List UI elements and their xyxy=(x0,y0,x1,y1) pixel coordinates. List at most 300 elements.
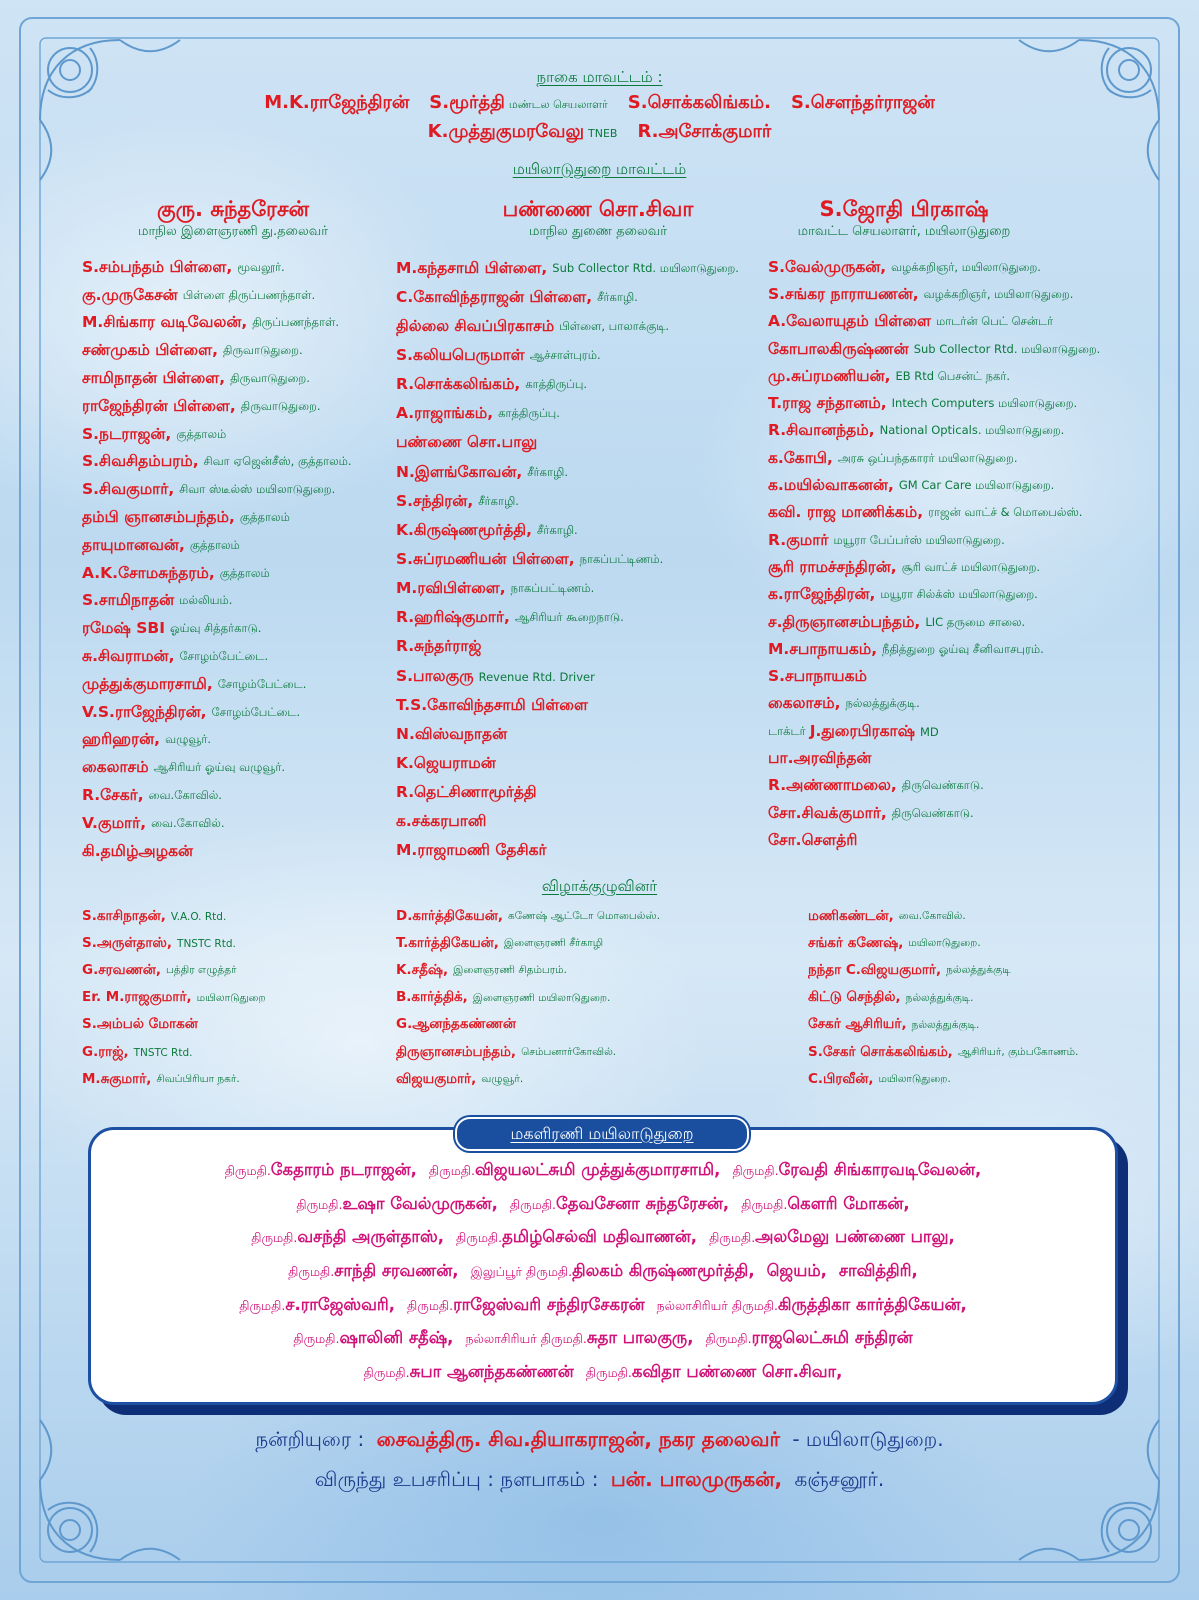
member-name: M.ராஜாமணி தேசிகர் xyxy=(396,841,547,860)
nagai-member xyxy=(429,92,608,113)
member-name: கேதாரம் நடராஜன், xyxy=(270,1160,417,1179)
member-entry xyxy=(396,985,796,1012)
member-name: R.தெட்சிணாமூர்த்தி xyxy=(396,783,537,802)
member-note: சீர்காழி. xyxy=(527,464,568,479)
member-name: Er. M.ராஜகுமார், xyxy=(82,989,192,1006)
member-note: இளைஞரணி சிதம்பரம். xyxy=(453,964,567,977)
member-name: தாயுமானவன், xyxy=(82,535,185,554)
member-name: தம்பி ஞானசம்பந்தம், xyxy=(82,508,235,527)
member-name: R.அசோக்குமார் xyxy=(637,121,772,142)
womens-wing-line xyxy=(91,1191,1115,1225)
member-name: ஹரிஹரன், xyxy=(82,730,161,749)
member-prefix: திருமதி. xyxy=(293,1331,340,1347)
member-entry xyxy=(82,1066,387,1093)
member-note: காத்திருப்பு. xyxy=(525,377,588,392)
member-name: A.ராஜாங்கம், xyxy=(396,404,494,423)
member-note: வை.கோவில். xyxy=(151,815,225,830)
feast-hospitality-line xyxy=(0,1467,1199,1494)
member-note: மயிலாடுதுறை. xyxy=(878,1073,951,1086)
member-note: சிவா ஸ்டீல்ஸ் மயிலாடுதுறை. xyxy=(179,482,336,497)
member-entry xyxy=(82,957,387,984)
member-name: விஜயகுமார், xyxy=(396,1070,477,1087)
member-name: சுதா பாலகுரு, xyxy=(586,1328,694,1348)
member-name: R.ஹரிஷ்குமார், xyxy=(396,608,510,627)
member-entry xyxy=(82,699,387,727)
member-entry xyxy=(82,810,387,838)
member-name: சூரி ராமச்சந்திரன், xyxy=(768,557,897,576)
member-note: ஆசிரியர் கூறைநாடு. xyxy=(514,610,624,625)
member-note: மல்லியம். xyxy=(179,593,233,608)
womens-wing-members xyxy=(91,1157,1115,1393)
member-name: கைலாசம் xyxy=(82,758,149,777)
member-entry xyxy=(82,282,387,310)
member-name: R.சுந்தர்ராஜ் xyxy=(396,637,482,656)
member-name: K.ஜெயராமன் xyxy=(396,753,496,772)
member-entry xyxy=(396,312,761,341)
member-entry xyxy=(396,254,761,283)
member-name: S.காசிநாதன், xyxy=(82,907,166,924)
member-entry xyxy=(768,363,1188,390)
member-note: மயிலாடுதுறை xyxy=(196,991,266,1004)
member-note: மூவலூர். xyxy=(237,259,285,274)
member-name: தமிழ்செல்வி மதிவாணன், xyxy=(502,1227,698,1247)
member-entry xyxy=(808,1039,1188,1066)
committee-column-3 xyxy=(808,903,1188,1093)
member-name: ச.ராஜேஸ்வரி, xyxy=(285,1294,396,1314)
nagai-member xyxy=(628,92,771,113)
member-name: க.ராஜேந்திரன், xyxy=(768,585,876,604)
member-note: குத்தாலம் xyxy=(239,510,290,525)
leader-title: மாநில துணை தலைவர் xyxy=(529,224,667,239)
member-name: T.கார்த்திகேயன், xyxy=(396,934,499,951)
member-name: V.குமார், xyxy=(82,813,147,832)
member-entry xyxy=(82,254,387,282)
member-note: திருவெண்காடு. xyxy=(891,805,974,820)
member-prefix: திருமதி. xyxy=(224,1163,271,1178)
member-entry xyxy=(768,636,1188,663)
member-name: உஷா வேல்முருகன், xyxy=(342,1193,498,1213)
womens-wing-member xyxy=(657,1295,967,1314)
member-entry xyxy=(396,604,761,633)
member-entry xyxy=(396,808,761,837)
member-entry xyxy=(82,449,387,477)
member-name: R.சிவானந்தம், xyxy=(768,421,875,440)
member-entry xyxy=(768,663,1188,690)
member-note: National Opticals. மயிலாடுதுறை. xyxy=(879,423,1065,438)
member-note: சீர்காழி. xyxy=(536,522,578,537)
member-entry xyxy=(396,930,796,957)
womens-wing-member xyxy=(586,1362,843,1381)
member-entry xyxy=(768,309,1188,336)
member-name: R.அண்ணாமலை, xyxy=(768,776,897,795)
member-name: கிட்டு செந்தில், xyxy=(808,989,901,1006)
member-entry xyxy=(396,957,796,984)
member-name: K.கிருஷ்ணமூர்த்தி, xyxy=(396,520,532,539)
member-name: B.கார்த்திக், xyxy=(396,989,468,1006)
member-name: S.சங்கர நாராயணன், xyxy=(768,284,919,303)
member-entry xyxy=(82,671,387,699)
member-entry xyxy=(396,545,761,574)
nagai-members-line-2 xyxy=(0,121,1199,145)
member-name: தேவசேனா சுந்தரேசன், xyxy=(555,1193,730,1213)
member-name: கோபாலகிருஷ்ணன் xyxy=(768,339,909,358)
womens-wing-member xyxy=(709,1227,955,1246)
member-entry xyxy=(768,827,1188,854)
leader-name: குரு. சுந்தரேசன் xyxy=(157,197,309,221)
member-entry xyxy=(808,930,1188,957)
member-name: S.நடராஜன், xyxy=(82,424,172,443)
member-entry xyxy=(82,754,387,782)
member-name: கு.முருகேசன் xyxy=(82,285,178,304)
feast-hospitality-place: கஞ்சனூர். xyxy=(794,1467,885,1491)
leader-title: மாநில இளைஞரணி து.தலைவர் xyxy=(138,224,328,239)
member-name: கவிதா பண்ணை சொ.சிவா, xyxy=(631,1362,843,1382)
member-prefix: திருமதி. xyxy=(705,1331,752,1347)
member-prefix: நல்லாசிரியர் திருமதி. xyxy=(656,1297,779,1313)
member-name: V.S.ராஜேந்திரன், xyxy=(82,702,207,721)
member-name: K.முத்துகுமரவேலு xyxy=(427,121,584,142)
member-prefix: திருமதி. xyxy=(741,1196,788,1212)
member-entry xyxy=(768,472,1188,499)
member-entry xyxy=(396,837,761,866)
member-name: கைலாசம், xyxy=(768,694,841,713)
member-name: தில்லை சிவப்பிரகாசம் xyxy=(396,316,555,335)
womens-wing-line xyxy=(91,1325,1115,1359)
member-name: S.சுப்ரமணியன் பிள்ளை, xyxy=(396,549,575,568)
member-note: திருவாடுதுறை. xyxy=(240,398,321,413)
member-name: ராஜேஸ்வரி சந்திரசேகரன் xyxy=(453,1294,645,1314)
member-entry xyxy=(808,985,1188,1012)
member-name: J.துரைபிரகாஷ் xyxy=(809,721,915,740)
womens-wing-member xyxy=(705,1328,912,1347)
leader-1 xyxy=(63,196,403,241)
womens-wing-member xyxy=(407,1295,645,1314)
member-note: TNSTC Rtd. xyxy=(177,937,236,950)
womens-wing-member xyxy=(471,1261,755,1280)
member-entry xyxy=(82,1039,387,1066)
member-entry xyxy=(82,476,387,504)
member-prefix: திருமதி. xyxy=(288,1264,335,1280)
nagai-member xyxy=(428,121,618,142)
womens-wing-member xyxy=(456,1227,697,1246)
member-entry xyxy=(396,429,761,458)
member-name: G.சரவணன், xyxy=(82,961,161,978)
member-entry xyxy=(396,662,761,691)
member-note: சோழம்பேட்டை. xyxy=(179,649,269,664)
member-note: இளைஞரணி சீர்காழி xyxy=(503,937,604,950)
member-name: K.சதீஷ், xyxy=(396,961,449,978)
member-name: S.சந்திரன், xyxy=(396,491,474,510)
member-entry xyxy=(396,487,761,516)
member-note: ஓய்வு சித்தர்காடு. xyxy=(169,621,262,636)
member-entry xyxy=(82,727,387,755)
member-note: ஆச்சாள்புரம். xyxy=(529,347,601,362)
member-note: வழுவூர். xyxy=(481,1073,524,1086)
member-note: ராஜன் வாட்ச் & மொபைல்ஸ். xyxy=(928,505,1083,520)
member-entry xyxy=(768,390,1188,417)
member-entry xyxy=(768,281,1188,308)
member-name: S.வேல்முருகன், xyxy=(768,257,887,276)
member-note: பத்திர எழுத்தர் xyxy=(165,964,237,977)
womens-wing-line xyxy=(91,1157,1115,1191)
womens-wing-member xyxy=(839,1261,918,1280)
member-entry xyxy=(396,779,761,808)
member-name: S.சிவகுமார், xyxy=(82,480,175,499)
member-entry xyxy=(396,1012,796,1039)
feast-hospitality-name: பன். பாலமுருகன், xyxy=(610,1467,783,1491)
member-entry xyxy=(768,554,1188,581)
member-note: பிள்ளை, பாலாக்குடி. xyxy=(559,318,670,333)
member-name: வசந்தி அருள்தாஸ், xyxy=(297,1227,445,1247)
member-entry xyxy=(82,532,387,560)
member-name: A.K.சோமசுந்தரம், xyxy=(82,563,215,582)
member-note: அரசு ஒப்பந்தகாரர் மயிலாடுதுறை. xyxy=(837,450,1018,465)
womens-wing-line xyxy=(91,1359,1115,1393)
member-prefix: திருமதி. xyxy=(251,1230,298,1246)
member-note: Intech Computers மயிலாடுதுறை. xyxy=(891,396,1078,411)
member-entry xyxy=(396,749,761,778)
member-prefix: திருமதி. xyxy=(239,1297,286,1313)
member-note: MD xyxy=(919,724,939,739)
district-members-column-2 xyxy=(396,254,761,866)
vote-of-thanks-place: - மயிலாடுதுறை. xyxy=(792,1427,944,1451)
member-name: ரமேஷ் SBI xyxy=(82,619,165,638)
member-entry xyxy=(808,957,1188,984)
nagai-member xyxy=(791,92,935,113)
member-name: S.சேகர் சொக்கலிங்கம், xyxy=(808,1043,953,1060)
member-entry xyxy=(396,1039,796,1066)
member-entry xyxy=(82,615,387,643)
womens-wing-member xyxy=(296,1194,498,1213)
womens-wing-member xyxy=(239,1295,395,1314)
member-name: S.சிவசிதம்பரம், xyxy=(82,452,199,471)
member-entry xyxy=(82,365,387,393)
member-note: நல்லத்துக்குடி. xyxy=(911,1018,980,1031)
member-name: M.கந்தசாமி பிள்ளை, xyxy=(396,258,548,277)
womens-wing-member xyxy=(288,1261,458,1280)
member-name: சேகர் ஆசிரியர், xyxy=(808,1016,907,1033)
member-name: க.கோபி, xyxy=(768,448,833,467)
leader-3 xyxy=(734,196,1074,241)
member-note: வை.கோவில். xyxy=(898,910,966,923)
womens-wing-line xyxy=(91,1224,1115,1258)
member-name: நந்தா C.விஜயகுமார், xyxy=(808,961,942,978)
womens-wing-line xyxy=(91,1292,1115,1326)
member-prefix: நல்லாசிரியர் திருமதி. xyxy=(465,1331,587,1347)
member-name: T.ராஜ சந்தானம், xyxy=(768,394,887,413)
member-name: ராஜேந்திரன் பிள்ளை, xyxy=(82,396,236,415)
member-note: V.A.O. Rtd. xyxy=(170,910,227,923)
member-note: வழக்கறிஞர், மயிலாடுதுறை. xyxy=(923,286,1074,301)
member-note: வழக்கறிஞர், மயிலாடுதுறை. xyxy=(891,259,1041,274)
member-name: ரேவதி சிங்காரவடிவேலன், xyxy=(778,1160,982,1179)
member-entry xyxy=(768,691,1188,718)
member-name: S.பாலகுரு xyxy=(396,666,474,685)
member-name: சோ.சிவக்குமார், xyxy=(768,803,887,822)
member-entry xyxy=(396,903,796,930)
womens-wing-member xyxy=(251,1227,444,1246)
member-name: S.சாமிநாதன் xyxy=(82,591,175,610)
womens-wing-member xyxy=(465,1328,693,1347)
member-note: நீதித்துறை ஓய்வு சீனிவாசபுரம். xyxy=(882,641,1044,656)
member-entry xyxy=(82,903,387,930)
member-note: நாகப்பட்டிணம். xyxy=(579,551,664,566)
member-note: சீர்காழி. xyxy=(478,493,519,508)
member-name: அலமேலு பண்ணை பாலு, xyxy=(755,1227,955,1247)
member-entry xyxy=(808,903,1188,930)
member-name: சோ.சௌத்ரி xyxy=(768,830,858,849)
member-name: க.சக்கரபானி xyxy=(396,812,487,831)
member-name: T.S.கோவிந்தசாமி பிள்ளை xyxy=(396,695,588,714)
member-entry xyxy=(396,283,761,312)
district-members-column-1 xyxy=(82,254,387,866)
member-name: M.சிங்கார வடிவேலன், xyxy=(82,313,248,332)
member-note: காத்திருப்பு. xyxy=(498,406,560,421)
member-name: R.சேகர், xyxy=(82,786,144,805)
member-name: விஜயலட்சுமி முத்துக்குமாரசாமி, xyxy=(474,1160,721,1179)
nagai-members-line-1 xyxy=(0,92,1199,116)
member-entry xyxy=(82,504,387,532)
member-name: S.அருள்தாஸ், xyxy=(82,934,173,951)
member-note: வழுவூர். xyxy=(165,732,212,747)
member-note: EB Rtd பெசன்ட் நகர். xyxy=(895,368,1011,383)
member-name: சங்கர் கணேஷ், xyxy=(808,934,904,951)
member-note: Revenue Rtd. Driver xyxy=(478,669,595,684)
nagai-district-heading: நாகை மாவட்டம் : xyxy=(536,68,663,86)
member-note: TNEB xyxy=(588,127,618,140)
nagai-member xyxy=(264,92,409,113)
member-entry xyxy=(82,337,387,365)
member-note: மண்டல செயலாளர் xyxy=(508,98,608,111)
member-name: சு.சிவராமன், xyxy=(82,647,175,666)
leader-name: S.ஜோதி பிரகாஷ் xyxy=(819,197,989,221)
member-name: C.பிரவீன், xyxy=(808,1070,874,1087)
member-note: நல்லத்துக்குடி. xyxy=(845,696,920,711)
member-entry xyxy=(396,516,761,545)
member-note: மயிலாடுதுறை. xyxy=(908,937,981,950)
womens-wing-member xyxy=(741,1194,909,1213)
member-note: சிவப்பிரியா நகர். xyxy=(156,1073,240,1086)
member-entry xyxy=(396,458,761,487)
member-name: கவி. ராஜ மாணிக்கம், xyxy=(768,503,924,522)
member-note: இளைஞரணி மயிலாடுதுறை. xyxy=(472,991,611,1004)
member-name: சாமிநாதன் பிள்ளை, xyxy=(82,369,226,388)
member-name: A.வேலாயுதம் பிள்ளை xyxy=(768,312,932,331)
womens-wing-member xyxy=(767,1261,827,1280)
member-name: S.கலியபெருமாள் xyxy=(396,345,525,364)
member-entry xyxy=(768,800,1188,827)
womens-wing-member xyxy=(293,1328,453,1347)
member-entry xyxy=(82,1012,387,1039)
member-entry xyxy=(768,582,1188,609)
member-note: திருவாடுதுறை. xyxy=(222,343,303,358)
member-name: M.ரவிபிள்ளை, xyxy=(396,579,506,598)
member-entry xyxy=(82,782,387,810)
member-entry xyxy=(396,400,761,429)
member-note: சிவா ஏஜென்சீஸ், குத்தாலம். xyxy=(203,454,352,469)
member-entry xyxy=(82,421,387,449)
member-entry xyxy=(82,393,387,421)
member-note: GM Car Care மயிலாடுதுறை. xyxy=(898,478,1055,493)
member-note: திருவாடுதுறை. xyxy=(230,371,310,386)
member-note: ஆசிரியர், கும்பகோணம். xyxy=(957,1046,1079,1059)
member-note: மாடர்ன் பெட் சென்டர் xyxy=(936,314,1054,329)
member-note: பிள்ளை திருப்பணந்தாள். xyxy=(182,287,316,302)
member-note: நல்லத்துக்குடி. xyxy=(905,991,974,1004)
womens-wing-member xyxy=(510,1194,729,1213)
member-name: R.சொக்கலிங்கம், xyxy=(396,375,521,394)
member-entry xyxy=(396,691,761,720)
member-name: கிருத்திகா கார்த்திகேயன், xyxy=(778,1294,967,1314)
vote-of-thanks-line xyxy=(0,1427,1199,1454)
member-entry xyxy=(82,588,387,616)
womens-wing-member xyxy=(364,1362,574,1381)
member-entry xyxy=(82,643,387,671)
member-name: S.சொக்கலிங்கம். xyxy=(627,92,771,113)
member-prefix: இலுப்பூர் திருமதி. xyxy=(470,1264,573,1280)
member-entry xyxy=(768,773,1188,800)
member-note: திருவெண்காடு. xyxy=(901,778,984,793)
member-name: D.கார்த்திகேயன், xyxy=(396,907,503,924)
member-name: ச.திருஞானசம்பந்தம், xyxy=(768,612,921,631)
member-name: திலகம் கிருஷ்ணமூர்த்தி, xyxy=(572,1261,755,1281)
member-note: Sub Collector Rtd. மயிலாடுதுறை. xyxy=(552,260,739,275)
member-entry xyxy=(396,1066,796,1093)
member-entry xyxy=(396,575,761,604)
member-entry xyxy=(396,371,761,400)
member-entry xyxy=(82,838,387,866)
member-entry xyxy=(82,310,387,338)
member-entry xyxy=(768,254,1188,281)
vote-of-thanks-label: நன்றியுரை : xyxy=(255,1427,365,1451)
member-prefix: திருமதி. xyxy=(363,1365,410,1381)
member-entry xyxy=(768,745,1188,772)
member-note: செம்பனார்கோவில். xyxy=(521,1046,617,1059)
member-name: M.சபாநாயகம், xyxy=(768,639,878,658)
member-note: சோழம்பேட்டை. xyxy=(217,676,307,691)
member-entry xyxy=(768,418,1188,445)
committee-column-1 xyxy=(82,903,387,1093)
member-name: S.சம்பந்தம் பிள்ளை, xyxy=(82,257,233,276)
member-name: R.குமார் xyxy=(768,530,829,549)
womens-wing-line xyxy=(91,1258,1115,1292)
committee-heading: விழாக்குழுவினர் xyxy=(541,877,658,895)
member-name: S.சபாநாயகம் xyxy=(768,667,867,686)
member-note: ஆசிரியர் ஓய்வு வழுவூர். xyxy=(153,760,286,775)
member-entry xyxy=(768,609,1188,636)
nagai-member xyxy=(637,121,771,142)
district-members-column-3 xyxy=(768,254,1188,855)
member-name: பா.அரவிந்தன் xyxy=(768,748,872,767)
member-entry xyxy=(808,1066,1188,1093)
leader-2 xyxy=(428,196,768,241)
member-name: முத்துக்குமாரசாமி, xyxy=(82,674,213,693)
member-name: ராஜலெட்சுமி சந்திரன் xyxy=(751,1328,913,1348)
member-entry xyxy=(768,336,1188,363)
member-entry xyxy=(808,1012,1188,1039)
member-name: G.ராஜ், xyxy=(82,1043,129,1060)
vote-of-thanks-name: சைவத்திரு. சிவ.தியாகராஜன், நகர தலைவர் xyxy=(376,1427,780,1451)
member-prefix: திருமதி. xyxy=(428,1163,475,1178)
committee-column-2 xyxy=(396,903,796,1093)
member-prefix: டாக்டர் xyxy=(768,723,806,738)
member-name: S.அம்பல் மோகன் xyxy=(82,1016,198,1033)
member-prefix: திருமதி. xyxy=(296,1196,343,1212)
member-name: சாவித்திரி, xyxy=(838,1261,918,1281)
member-name: கி.தமிழ்அழகன் xyxy=(82,841,194,860)
member-prefix: திருமதி. xyxy=(509,1196,556,1212)
member-note: வை.கோவில். xyxy=(148,788,222,803)
